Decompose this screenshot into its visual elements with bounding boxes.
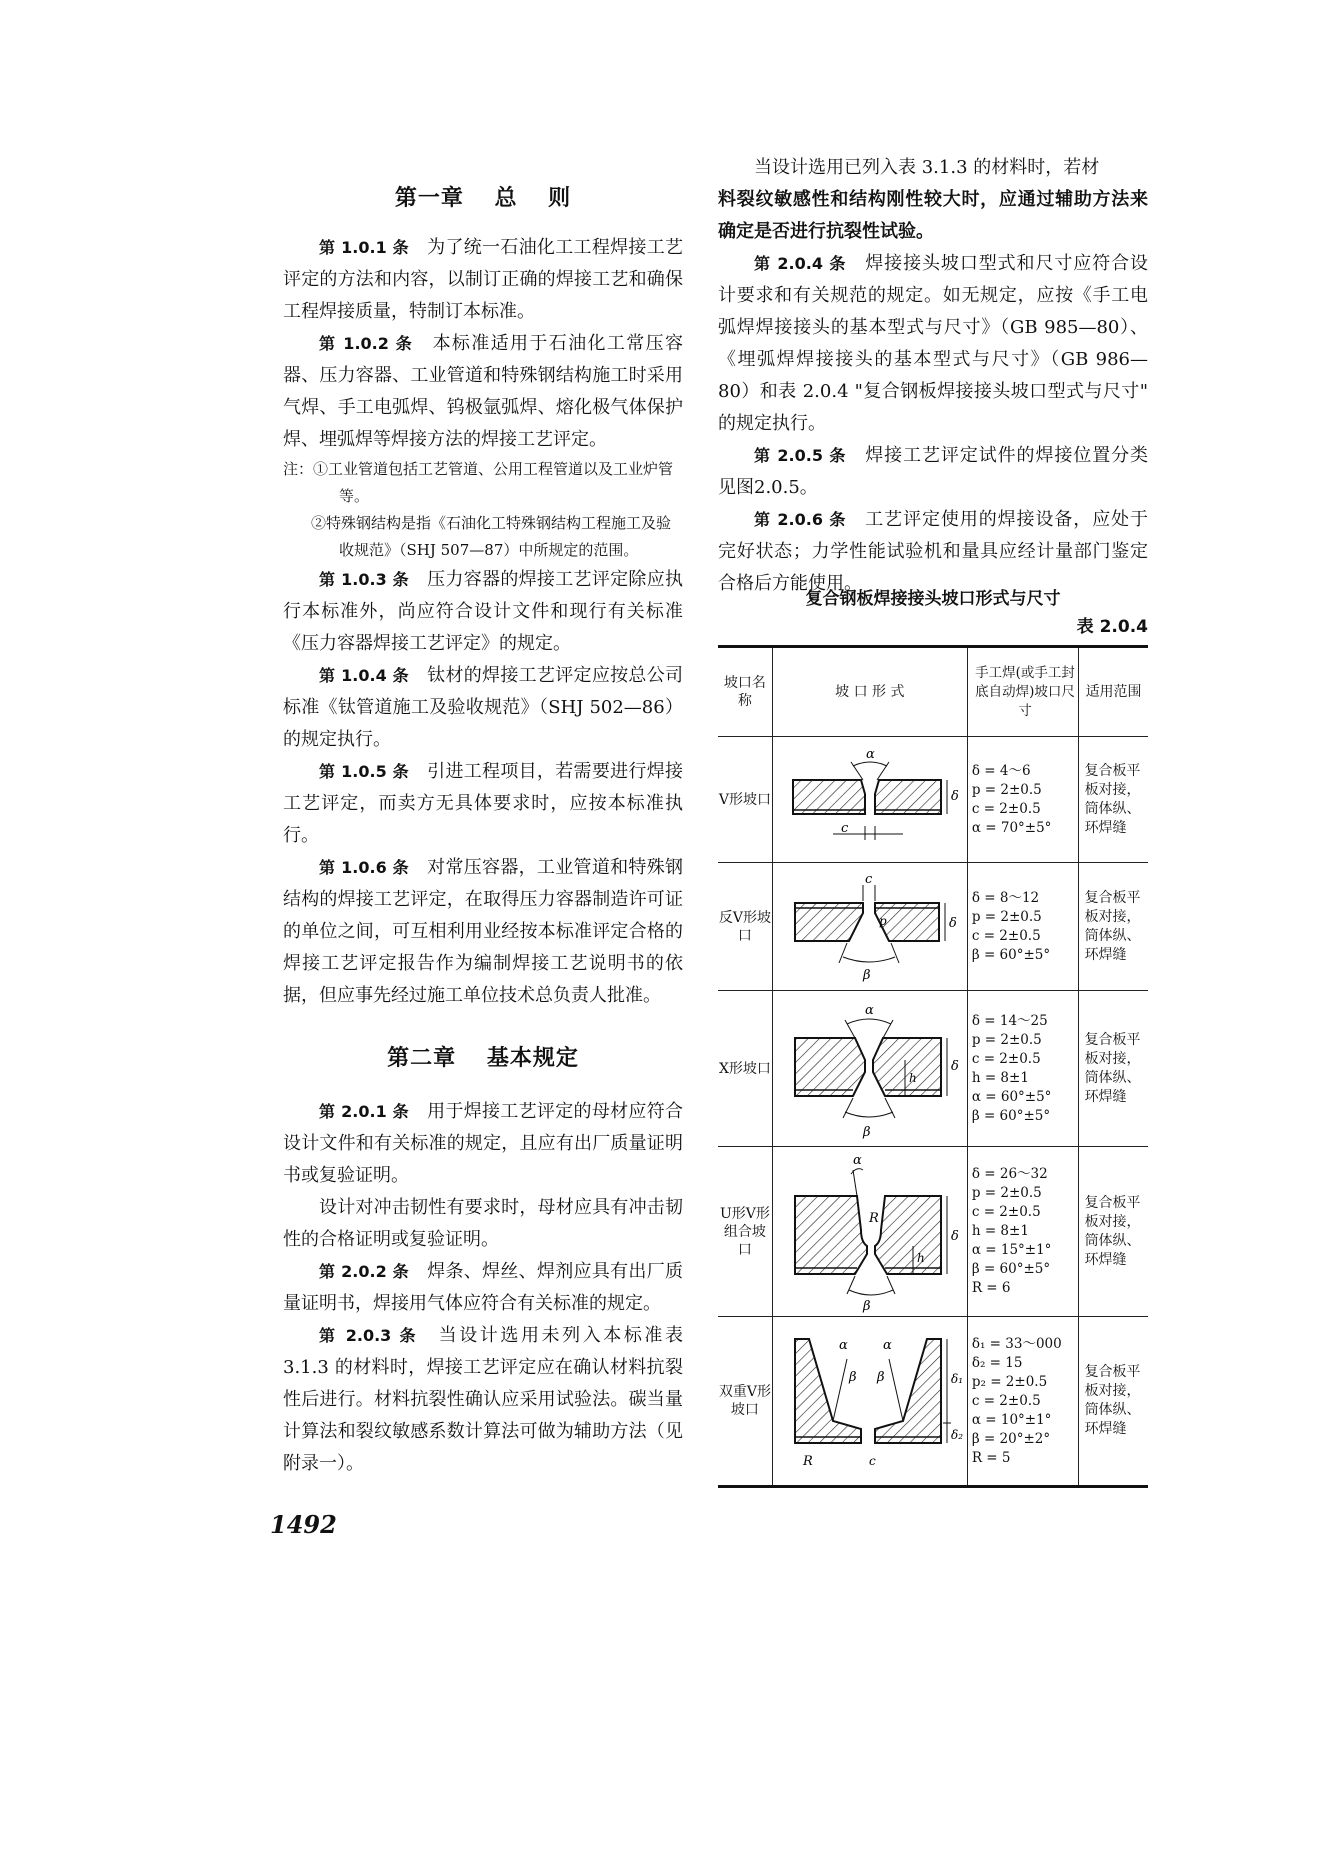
groove-diagram-x: [772, 991, 967, 1147]
clause-2-0-2: [283, 1256, 683, 1320]
dim-value: p₂ = 2±0.5: [971, 1373, 1048, 1390]
scope-text: 复合板平板对接，筒体纵、环焊缝: [1084, 762, 1141, 836]
table-caption: 复合钢板焊接接头坡口形式与尺寸: [805, 589, 1061, 609]
dim-value: p = 2±0.5: [971, 1031, 1042, 1048]
groove-diagram-inverted-v: [772, 863, 967, 991]
clause-label: 第 1.0.3 条: [319, 570, 409, 589]
dim-value: α = 70°±5°: [971, 819, 1052, 836]
dim-value: α = 10°±1°: [971, 1411, 1052, 1428]
row-scope: [1079, 1147, 1148, 1317]
beta-label: β: [848, 1370, 857, 1385]
row-scope: [1079, 863, 1148, 991]
alpha-label: α: [882, 1338, 892, 1353]
dim-value: h = 8±1: [971, 1223, 1029, 1239]
clause-text: 对常压容器，工业管道和特殊钢结构的焊接工艺评定，在取得压力容器制造许可证的单位之间，可互相利用业经按本标准评定合格的焊接工艺评定报告作为编制焊接工艺说明书的依据，但应事先经过施工单位技术总负责人批准。: [283, 857, 683, 1006]
clause-label: 第 2.0.2 条: [319, 1262, 409, 1281]
scope-text: 复合板平板对接，筒体纵、环焊缝: [1084, 889, 1141, 963]
dim-value: β = 60°±5°: [971, 1261, 1051, 1277]
clause-label: 第 2.0.5 条: [754, 446, 847, 465]
chapter-2-title: 第二章 基本规定: [387, 1045, 579, 1071]
clause-text: 用于焊接工艺评定的母材应符合设计文件和有关标准的规定，且应有出厂质量证明书或复验证明。: [283, 1101, 683, 1186]
clause-text: 焊条、焊丝、焊剂应具有出厂质量证明书，焊接用气体应符合有关标准的规定。: [283, 1261, 683, 1314]
clause-1-0-4: [283, 660, 683, 756]
header-form: 坡 口 形 式: [772, 647, 967, 737]
table-row: [718, 1147, 1148, 1317]
beta-label: β: [862, 1298, 871, 1314]
clause-2-0-1-cont: 设计对冲击韧性有要求时，母材应具有冲击韧性的合格证明或复验证明。: [283, 1197, 683, 1250]
p-label: p: [878, 913, 887, 928]
clause-label: 第 2.0.3 条: [319, 1326, 419, 1345]
row-scope: [1079, 991, 1148, 1147]
dim-value: c = 2±0.5: [971, 1204, 1041, 1220]
note-1: 注：①工业管道包括工艺管道、公用工程管道以及工业炉管等。: [283, 460, 674, 505]
clause-text: 焊接接头坡口型式和尺寸应符合设计要求和有关规范的规定。如无规定，应按《手工电弧焊焊接接头的基本型式与尺寸》（GB 985—80）、《埋弧焊焊接接头的基本型式与尺寸》（GB 986—80）和表 2.0.4 "复合钢板焊接接头坡口型式与尺寸" 的规定执行。: [718, 253, 1149, 434]
delta-label: δ: [948, 915, 957, 931]
beta-label: β: [876, 1370, 885, 1385]
left-column: [283, 182, 683, 1480]
clause-label: 第 1.0.6 条: [319, 858, 409, 877]
double-v-groove-icon: [773, 1319, 967, 1483]
h-label: h: [908, 1070, 917, 1085]
dim-value: δ = 8～12: [971, 889, 1040, 906]
clause-2-0-1: [283, 1096, 683, 1192]
delta-label: δ: [950, 1228, 959, 1244]
dim-value: c = 2±0.5: [971, 1392, 1041, 1409]
x-groove-icon: [773, 994, 967, 1144]
table-number: 表 2.0.4: [1076, 617, 1148, 637]
clause-label: 第 1.0.4 条: [319, 666, 409, 685]
row-dims: [967, 863, 1078, 991]
page-number: 1492: [270, 1510, 337, 1539]
clause-text: 当设计选用已列入表 3.1.3 的材料时，若材: [754, 157, 1100, 178]
dim-value: p = 2±0.5: [971, 781, 1042, 798]
row-name: 反V形坡口: [718, 863, 772, 991]
row-scope: [1079, 737, 1148, 863]
table-row: [718, 1317, 1148, 1487]
table-row: [718, 863, 1148, 991]
clause-label: 第 2.0.4 条: [754, 254, 847, 273]
clause-text: 引进工程项目，若需要进行焊接工艺评定，而卖方无具体要求时，应按本标准执行。: [283, 761, 683, 846]
notes: [283, 456, 683, 564]
dim-value: δ = 26～32: [971, 1166, 1048, 1182]
clause-1-0-2: [283, 328, 683, 456]
dim-value: β = 60°±5°: [971, 946, 1051, 963]
clause-2-0-5: [718, 440, 1148, 504]
beta-label: β: [862, 1124, 871, 1140]
dim-value: R = 6: [971, 1280, 1011, 1296]
header-dims: 手工焊(或手工封底自动焊)坡口尺寸: [967, 647, 1078, 737]
dim-value: h = 8±1: [971, 1069, 1029, 1086]
clause-text: 钛材的焊接工艺评定应按总公司标准《钛管道施工及验收规范》（SHJ 502—86）的规定执行。: [283, 665, 683, 750]
r-label: R: [802, 1454, 813, 1469]
table-header-row: [718, 647, 1148, 737]
inverted-v-groove-icon: [773, 867, 967, 987]
scope-text: 复合板平板对接，筒体纵、环焊缝: [1084, 1364, 1141, 1437]
dim-value: p = 2±0.5: [971, 908, 1042, 925]
r-label: R: [868, 1210, 879, 1226]
dim-value: δ₁ = 33～000: [971, 1335, 1062, 1352]
clause-text: 工艺评定使用的焊接设备，应处于完好状态；力学性能试验机和量具应经计量部门鉴定合格后方能使用。: [718, 509, 1149, 594]
groove-diagram-u-v: [772, 1147, 967, 1317]
clause-label: 第 1.0.2 条: [319, 334, 414, 353]
delta1-label: δ₁: [950, 1372, 963, 1386]
clause-label: 第 2.0.1 条: [319, 1102, 409, 1121]
dim-value: p = 2±0.5: [971, 1185, 1042, 1201]
clause-1-0-1: [283, 232, 683, 328]
dim-value: R = 5: [971, 1449, 1011, 1466]
dim-value: α = 60°±5°: [971, 1088, 1052, 1105]
note-2: ②特殊钢结构是指《石油化工特殊钢结构工程施工及验收规范》（SHJ 507—87）中所规定的范围。: [311, 514, 672, 559]
beta-label: β: [862, 967, 871, 983]
h-label: h: [916, 1250, 925, 1265]
clause-1-0-3: [283, 564, 683, 660]
dim-value: α = 15°±1°: [971, 1242, 1052, 1258]
clause-1-0-5: [283, 756, 683, 852]
clause-text: 本标准适用于石油化工常压容器、压力容器、工业管道和特殊钢结构施工时采用气焊、手工电弧焊、钨极氩弧焊、熔化极气体保护焊、埋弧焊等焊接方法的焊接工艺评定。: [283, 333, 684, 450]
alpha-label: α: [838, 1338, 848, 1353]
dim-value: c = 2±0.5: [971, 1050, 1041, 1067]
dim-value: β = 20°±2°: [971, 1430, 1051, 1447]
scope-text: 复合板平板对接，筒体纵、环焊缝: [1084, 1194, 1141, 1268]
dim-value: δ = 4～6: [971, 762, 1031, 779]
clause-2-0-3: [283, 1320, 683, 1480]
dim-value: δ₂ = 15: [971, 1354, 1023, 1371]
groove-diagram-v: [772, 737, 967, 863]
c-label: c: [864, 871, 873, 887]
clause-1-0-6: [283, 852, 683, 1012]
dim-value: c = 2±0.5: [971, 800, 1041, 817]
delta-label: δ: [950, 1058, 959, 1074]
clause-label: 第 2.0.6 条: [754, 510, 847, 529]
row-name: 双重V形坡口: [718, 1317, 772, 1487]
clause-2-0-4: [718, 248, 1148, 440]
clause-label: 第 1.0.1 条: [319, 238, 409, 257]
alpha-label: α: [864, 1002, 874, 1018]
clause-text: 为了统一石油化工工程焊接工艺评定的方法和内容，以制订正确的焊接工艺和确保工程焊接质量，特制订本标准。: [283, 237, 683, 322]
header-name: 坡口名称: [718, 647, 772, 737]
row-name: X形坡口: [718, 991, 772, 1147]
clause-2-0-3-cont-bold: 料裂纹敏感性和结构刚性较大时，应通过辅助方法来确定是否进行抗裂性试验。: [718, 189, 1148, 242]
dim-value: δ = 14～25: [971, 1012, 1048, 1029]
dim-value: c = 2±0.5: [971, 927, 1041, 944]
header-scope: 适用范围: [1079, 647, 1148, 737]
row-dims: [967, 737, 1078, 863]
scope-text: 复合板平板对接，筒体纵、环焊缝: [1084, 1031, 1141, 1105]
dim-value: β = 60°±5°: [971, 1107, 1051, 1124]
row-scope: [1079, 1317, 1148, 1487]
clause-label: 第 1.0.5 条: [319, 762, 409, 781]
table-row: [718, 737, 1148, 863]
table-row: [718, 991, 1148, 1147]
c-label: c: [840, 820, 849, 836]
c-label: c: [868, 1454, 876, 1468]
row-dims: [967, 1317, 1078, 1487]
clause-text: 当设计选用未列入本标准表 3.1.3 的材料时，焊接工艺评定应在确认材料抗裂性后进行。材料抗裂性确认应采用试验法。碳当量计算法和裂纹敏感系数计算法可做为辅助方法（见附录一）。: [283, 1325, 684, 1474]
groove-diagram-double-v: [772, 1317, 967, 1487]
row-dims: [967, 1147, 1078, 1317]
alpha-label: α: [852, 1152, 862, 1168]
clause-text: 焊接工艺评定试件的焊接位置分类见图2.0.5。: [718, 445, 1149, 498]
alpha-label: α: [865, 746, 875, 762]
delta-label: δ: [950, 788, 959, 804]
u-v-groove-icon: [773, 1150, 967, 1314]
right-column: [718, 152, 1148, 600]
delta2-label: δ₂: [950, 1428, 963, 1442]
chapter-1-title: 第一章 总 则: [394, 185, 572, 211]
row-name: U形V形组合坡口: [718, 1147, 772, 1317]
row-name: V形坡口: [718, 737, 772, 863]
groove-table: [718, 645, 1148, 1488]
clause-text: 压力容器的焊接工艺评定除应执行本标准外，尚应符合设计文件和现行有关标准《压力容器焊接工艺评定》的规定。: [283, 569, 683, 654]
v-groove-icon: [773, 740, 967, 860]
row-dims: [967, 991, 1078, 1147]
clause-2-0-3-cont: [718, 152, 1148, 184]
